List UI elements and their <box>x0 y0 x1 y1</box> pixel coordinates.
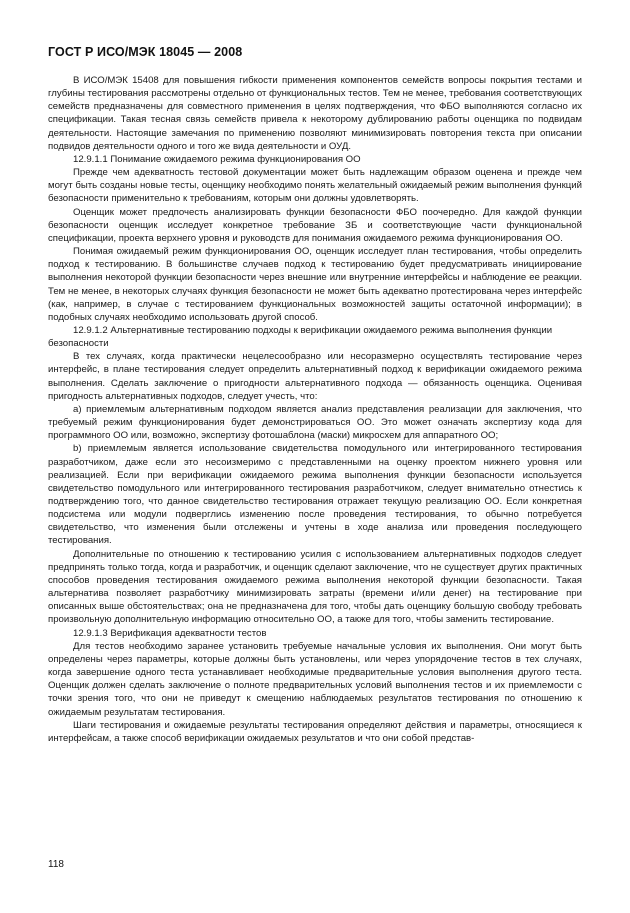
list-item: b) приемлемым является использование свидетельства помодульного или интегрированного тестирования разработчиком, даже если это несоизмеримо с представленными на оценку проектом нижнего уровня или реализацией. Если при верификации ожидаемого режима выполнения функции безопасности используется свидетельство помодульного или интегрированного тестирования разработчиком, следует внимательно отнестись к подтверждению того, что данное свидетельство тестирования отражает текущую реализацию ОО. Если конкретная подсистема или модули подверглись изменению после проведения тестирования, то обычно потребуется свидетельство, что изменения были отслежены и учтены в ходе анализа или проведения последующего тестирования. <box>48 443 582 547</box>
paragraph: Дополнительные по отношению к тестированию усилия с использованием альтернативных подходов следует предпринять только тогда, когда и разработчик, и оценщик сделают заключение, что не существует других практичных способов проведения тестирования ожидаемого режима выполнения некоторой функции безопасности. Такая альтернатива позволяет разработчику минимизировать затраты (времени и/или денег) на тестирование при описанных выше обстоятельствах; она не предназначена для того, чтобы дать оценщику большую свободу требовать произвольную дополнительную информацию относительно ОО, а также для того, чтобы заменить тестирование. <box>48 548 582 626</box>
paragraph: Оценщик может предпочесть анализировать функции безопасности ФБО поочередно. Для каждой функции безопасности оценщик исследует конкретное требование ЗБ и соответствующие части функциональной спецификации, проекта верхнего уровня и руководств для понимания ожидаемого режима функционирования ОО. <box>48 206 582 244</box>
paragraph: В ИСО/МЭК 15408 для повышения гибкости применения компонентов семейств вопросы покрытия тестами и глубины тестирования рассмотрены отдельно от функциональных тестов. Тем не менее, требования соответствующих семейств предназначены для совместного применения в целях подтверждения, что ФБО выполняются согласно их спецификации. Такая тесная связь семейств привела к некоторому дублированию работы оценщика по подвидам деятельности. Настоящие замечания по применению позволяют минимизировать повторения текста при описании подвидов деятельности одного и того же вида деятельности и ОУД. <box>48 75 582 152</box>
document-body <box>48 74 582 745</box>
section-heading: 12.9.1.2 Альтернативные тестированию подходы к верификации ожидаемого режима выполнения функции безопасности <box>48 324 553 350</box>
section-heading: 12.9.1.3 Верификация адекватности тестов <box>73 627 267 639</box>
page-number: 118 <box>48 859 64 870</box>
paragraph: Прежде чем адекватность тестовой документации может быть надлежащим образом оценена и прежде чем могут быть созданы новые тесты, оценщику необходимо понять желательный ожидаемый режим выполнения функций безопасности применительно к требованиям, которым они должны удовлетворять. <box>48 167 582 205</box>
list-item: a) приемлемым альтернативным подходом является анализ представления реализации для заключения, что требуемый режим функционирования будет демонстрироваться ОО. Это может означать экспертизу кода для программного ОО или, возможно, экспертизу фотошаблона (маски) микросхем для аппаратного ОО; <box>48 403 582 442</box>
paragraph: Для тестов необходимо заранее установить требуемые начальные условия их выполнения. Они могут быть определены через параметры, которые должны быть установлены, или через упорядочение тестов в тех случаях, когда завершение одного теста устанавливает необходимые предварительные условия выполнения другого теста. Оценщик должен сделать заключение о полноте предварительных условий выполнения тестов и их приемлемости с точки зрения того, что они не приведут к смещению наблюдаемых результатов тестирования по отношению к ожидаемым результатам тестирования. <box>48 640 582 718</box>
section-heading: 12.9.1.1 Понимание ожидаемого режима функционирования ОО <box>73 153 361 165</box>
paragraph: Шаги тестирования и ожидаемые результаты тестирования определяют действия и параметры, относящиеся к интерфейсам, а также способ верификации ожидаемых результатов и что они собой представ- <box>48 719 582 744</box>
page-header: ГОСТ Р ИСО/МЭК 18045 — 2008 <box>48 45 243 59</box>
paragraph: Понимая ожидаемый режим функционирования ОО, оценщик исследует план тестирования, чтобы определить подход к тестированию. В большинстве случаев подход к тестированию будет предусматривать инициирование выполнения некоторой функции безопасности через внешние или внутренние интерфейсы и наблюдение ее реакции. Тем не менее, в некоторых случаях функция безопасности не может быть адекватно протестирована через интерфейс (как, например, в случае с тестированием функциональных возможностей защиты остаточной информации); в подобных случаях необходимо использовать другой способ. <box>48 246 582 323</box>
paragraph: В тех случаях, когда практически нецелесообразно или несоразмерно осуществлять тестирование через интерфейс, в плане тестирования следует определить альтернативный подход к верификации ожидаемого режима выполнения. Сделать заключение о пригодности альтернативного подхода — обязанность оценщика. Оценивая пригодность альтернативных подходов, следует учесть, что: <box>48 351 582 402</box>
